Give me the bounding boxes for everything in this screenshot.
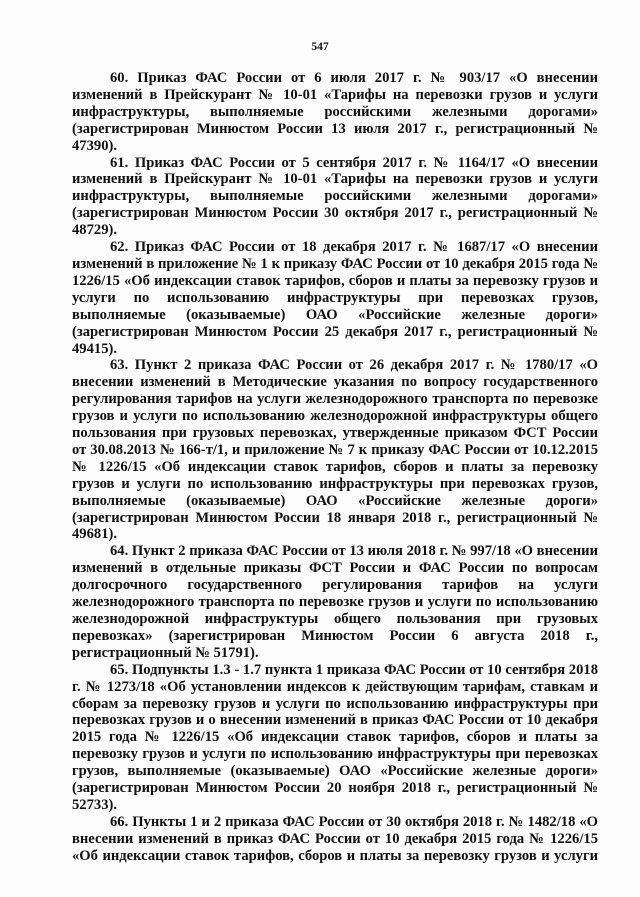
page-number: 547: [311, 41, 329, 53]
paragraph-63: 63. Пункт 2 приказа ФАС России от 26 декабря 2017 г. № 1780/17 «О внесении изменений в Методические указания по вопросу государственного регулирования тарифов на услуги железнодорожного транспорта по перевозке грузов и услуги по использованию железнодорожной инфраструктуры общего пользования при грузовых перевозках, утвержденные приказом ФСТ России от 30.08.2013 № 166-т/1, и приложение № 7 к приказу ФАС России от 10.12.2015 № 1226/15 «Об индексации ставок тарифов, сборов и платы за перевозку грузов и услуги по использованию инфраструктуры при перевозках грузов, выполняемые (оказываемые) ОАО «Российские железные дороги» (зарегистрирован Минюстом России 18 января 2018 г., регистрационный № 49681).: [72, 357, 598, 543]
paragraph-64: 64. Пункт 2 приказа ФАС России от 13 июля 2018 г. № 997/18 «О внесении изменений в отдельные приказы ФСТ России и ФАС России по вопросам долгосрочного государственного регулирования тарифов на услуги железнодорожного транспорта по перевозке грузов и услуги по использованию железнодорожной инфраструктуры общего пользования при грузовых перевозках» (зарегистрирован Минюстом России 6 августа 2018 г., регистрационный № 51791).: [72, 543, 598, 661]
paragraph-61: 61. Приказ ФАС России от 5 сентября 2017 г. № 1164/17 «О внесении изменений в Прейскурант № 10-01 «Тарифы на перевозки грузов и услуги инфраструктуры, выполняемые российскими железными дорогами» (зарегистрирован Минюстом России 30 октября 2017 г., регистрационный № 48729).: [72, 154, 598, 239]
paragraph-66: 66. Пункты 1 и 2 приказа ФАС России от 30 октября 2018 г. № 1482/18 «О внесении изменений в приказ ФАС России от 10 декабря 2015 года № 1226/15 «Об индексации ставок тарифов, сборов и платы за перевозку грузов и услуги: [72, 813, 598, 864]
paragraph-60: 60. Приказ ФАС России от 6 июля 2017 г. № 903/17 «О внесении изменений в Прейскурант № 10-01 «Тарифы на перевозки грузов и услуги инфраструктуры, выполняемые российскими железными дорогами» (зарегистрирован Минюстом России 13 июля 2017 г., регистрационный № 47390).: [72, 70, 598, 154]
paragraph-62: 62. Приказ ФАС России от 18 декабря 2017 г. № 1687/17 «О внесении изменений в приложение № 1 к приказу ФАС России от 10 декабря 2015 года № 1226/15 «Об индексации ставок тарифов, сборов и платы за перевозку грузов и услуги по использованию инфраструктуры при перевозках грузов, выполняемые (оказываемые) ОАО «Российские железные дороги» (зарегистрирован Минюстом России 25 декабря 2017 г., регистрационный № 49415).: [72, 239, 598, 357]
paragraph-65: 65. Подпункты 1.3 - 1.7 пункта 1 приказа ФАС России от 10 сентября 2018 г. № 1273/18 «Об установлении индексов к действующим тарифам, ставкам и сборам за перевозку грузов и услуги по использованию инфраструктуры при перевозках грузов и о внесении изменений в приказ ФАС России от 10 декабря 2015 года № 1226/15 «Об индексации ставок тарифов, сборов и платы за перевозку грузов и услуги по использованию инфраструктуры при перевозках грузов, выполняемые (оказываемые) ОАО «Российские железные дороги» (зарегистрирован Минюстом России 20 ноября 2018 г., регистрационный № 52733).: [72, 661, 598, 813]
document-body: [72, 70, 598, 865]
